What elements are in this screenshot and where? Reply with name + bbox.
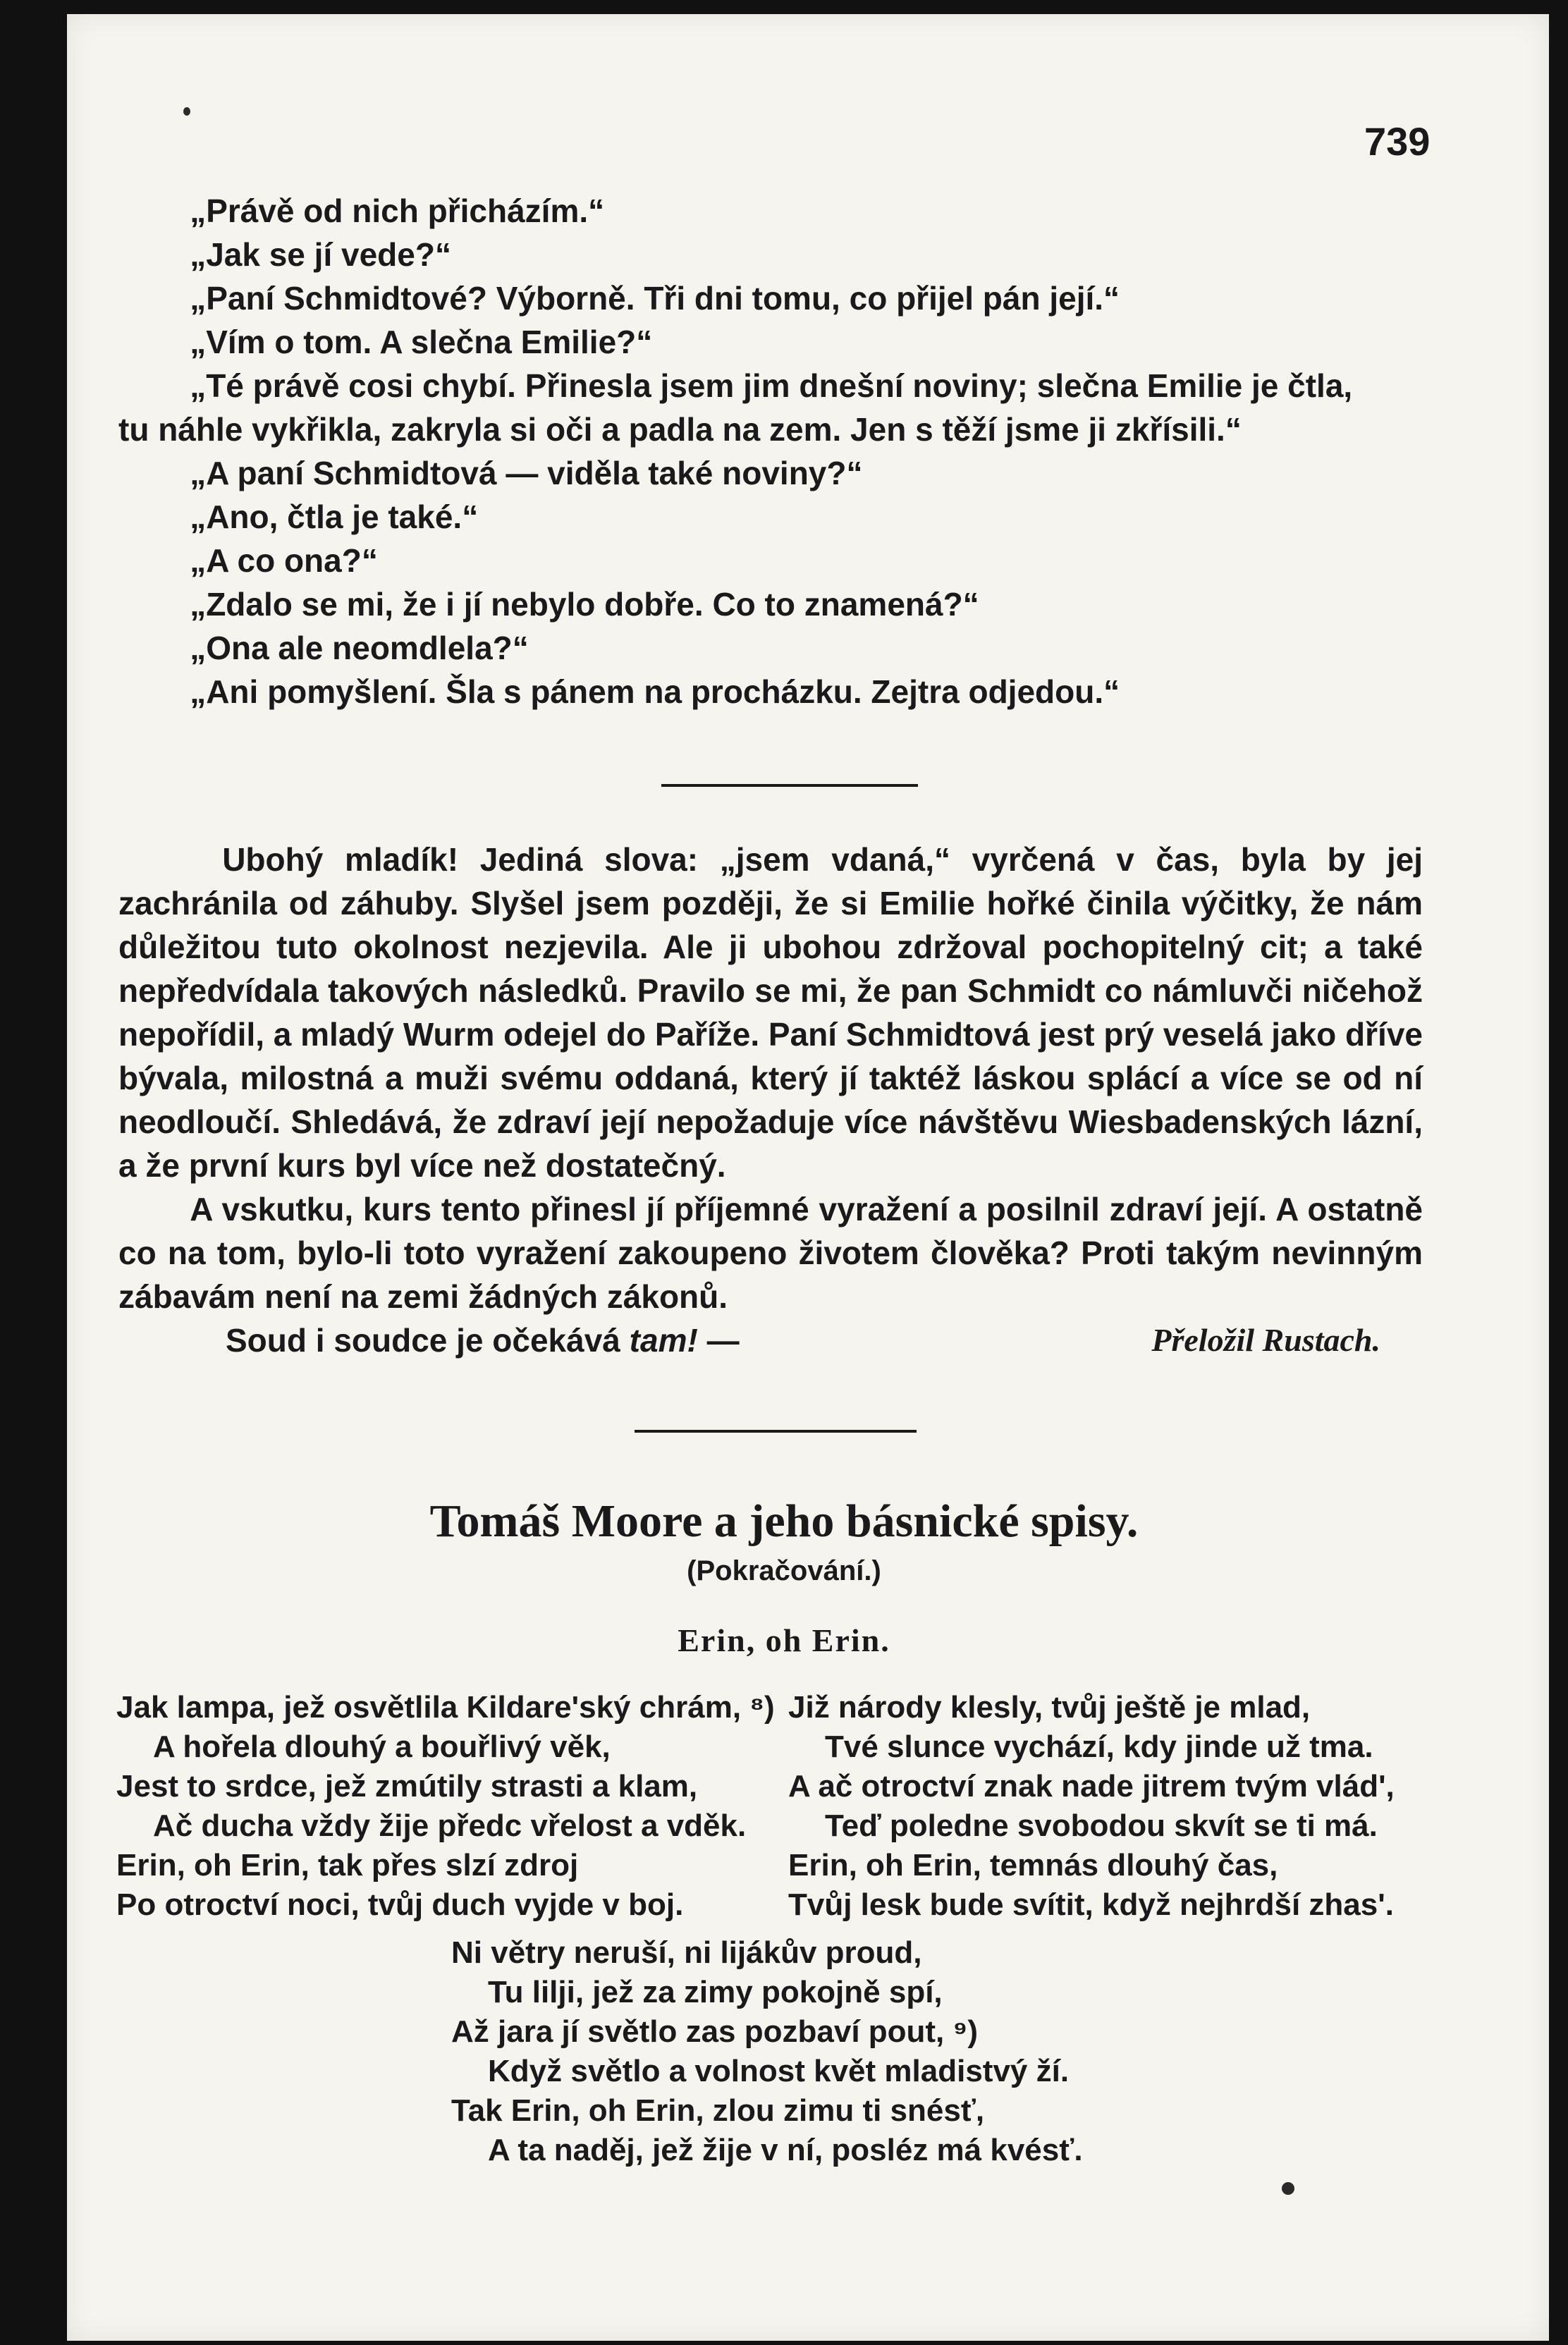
verse-line: A hořela dlouhý a bouřlivý věk, [153,1729,611,1764]
verse-line: Tvůj lesk bude svítit, když nejhrdší zhas'. [788,1887,1394,1922]
dialogue-line: „Paní Schmidtové? Výborně. Tři dni tomu, co přijel pán její.“ [190,280,1120,317]
poem-title: Erin, oh Erin. [678,1622,890,1658]
verse-line: Erin, oh Erin, tak přes slzí zdroj [116,1848,579,1882]
article-subtitle: (Pokračování.) [687,1555,881,1586]
closing-text-main: Soud i soudce je očekává [226,1322,620,1359]
dialogue-line: „Právě od nich přicházím.“ [190,192,605,229]
verse-line: Jak lampa, jež osvětlila Kildare'ský chrám, ⁸) [116,1690,775,1725]
dialogue-line: „Vím o tom. A slečna Emilie?“ [190,324,653,360]
verse-line: A ta naděj, jež žije v ní, posléz má kvésť. [488,2133,1083,2167]
section-divider [635,1430,917,1433]
dialogue-line: „Ona ale neomdlela?“ [190,630,529,666]
verse-line: Když světlo a volnost květ mladistvý ží. [488,2054,1070,2088]
closing-line [118,1318,1423,1362]
stanza-right [788,1688,1395,1925]
verse-line: Tvé slunce vychází, kdy jinde už tma. [825,1729,1373,1764]
dialogue-line: „Ano, čtla je také.“ [190,498,479,535]
section-divider [661,784,918,787]
stanza-bottom [451,1933,1083,2170]
dialogue-line: „A paní Schmidtová — viděla také noviny?“ [190,455,863,491]
dialogue-block [118,189,1423,714]
dialogue-line: „Zdalo se mi, že i jí nebylo dobře. Co to znamená?“ [190,586,979,623]
dialogue-line: tu náhle vykřikla, zakryla si oči a padla na zem. Jen s těží jsme ji zkřísili.“ [118,411,1242,448]
closing-dash: — [706,1322,740,1359]
dialogue-line: „Jak se jí vede?“ [190,236,451,273]
verse-line: Jest to srdce, jež zmútily strasti a klam, [116,1769,698,1804]
verse-line: A ač otroctví znak nade jitrem tvým vlád', [788,1769,1395,1804]
ink-speck [183,107,190,116]
verse-line: Až jara jí světlo zas pozbaví pout, ⁹) [451,2014,979,2049]
paragraph: Ubohý mladík! Jediná slova: „jsem vdaná,“ vyrčená v čas, byla by jej zachránila od záhuby. Slyšel jsem později, že si Emilie hořké činila výčitky, že nám důležitou tuto okolnost nezjevila. Ale ji ubohou zdržoval pochopitelný cit; a také nepředvídala takových následků. Pravilo se mi, že pan Schmidt co námluvči ničehož nepořídil, a mladý Wurm odejel do Paříže. Paní Schmidtová jest prý veselá jako dříve bývala, milostná a muži svému oddaná, který jí taktéž láskou splácí a více se od ní neodloučí. Shledává, že zdraví její nepožaduje více návštěvu Wiesbadenských lázní, a že první kurs byl více než dostatečný. [118,841,1423,1184]
paragraph: A vskutku, kurs tento přinesl jí příjemné vyražení a posilnil zdraví její. A ostatně co na tom, bylo-li toto vyražení zakoupeno životem člověka? Proti takým nevinným zábavám není na zemi žádných zákonů. [118,1191,1423,1315]
closing-text [226,1318,740,1362]
verse-line: Erin, oh Erin, temnás dlouhý čas, [788,1848,1278,1882]
verse-line: Po otroctví noci, tvůj duch vyjde v boj. [116,1887,684,1922]
verse-line: Tak Erin, oh Erin, zlou zimu ti snésť, [451,2093,985,2128]
verse-line: Ni větry neruší, ni lijákův proud, [451,1935,922,1970]
stanza-left [116,1688,775,1925]
dialogue-line: „Ani pomyšlení. Šla s pánem na procházku. Zejtra odjedou.“ [190,673,1120,710]
verse-line: Teď poledne svobodou skvít se ti má. [825,1808,1378,1843]
dialogue-line: „A co ona?“ [190,542,378,579]
page-number: 739 [1364,119,1431,164]
translator-signature: Přeložil Rustach. [1151,1322,1380,1358]
narrative-block [118,838,1423,1362]
ink-speck [1282,2182,1294,2195]
dialogue-line: „Té právě cosi chybí. Přinesla jsem jim dnešní noviny; slečna Emilie je čtla, [190,367,1353,404]
verse-line: Tu lilji, jež za zimy pokojně spí, [488,1975,943,2009]
verse-line: Již národy klesly, tvůj ještě je mlad, [788,1690,1311,1725]
article-title: Tomáš Moore a jeho básnické spisy. [429,1495,1139,1547]
closing-text-emphasis: tam! [629,1322,698,1359]
verse-line: Ač ducha vždy žije předc vřelost a vděk. [153,1808,747,1843]
